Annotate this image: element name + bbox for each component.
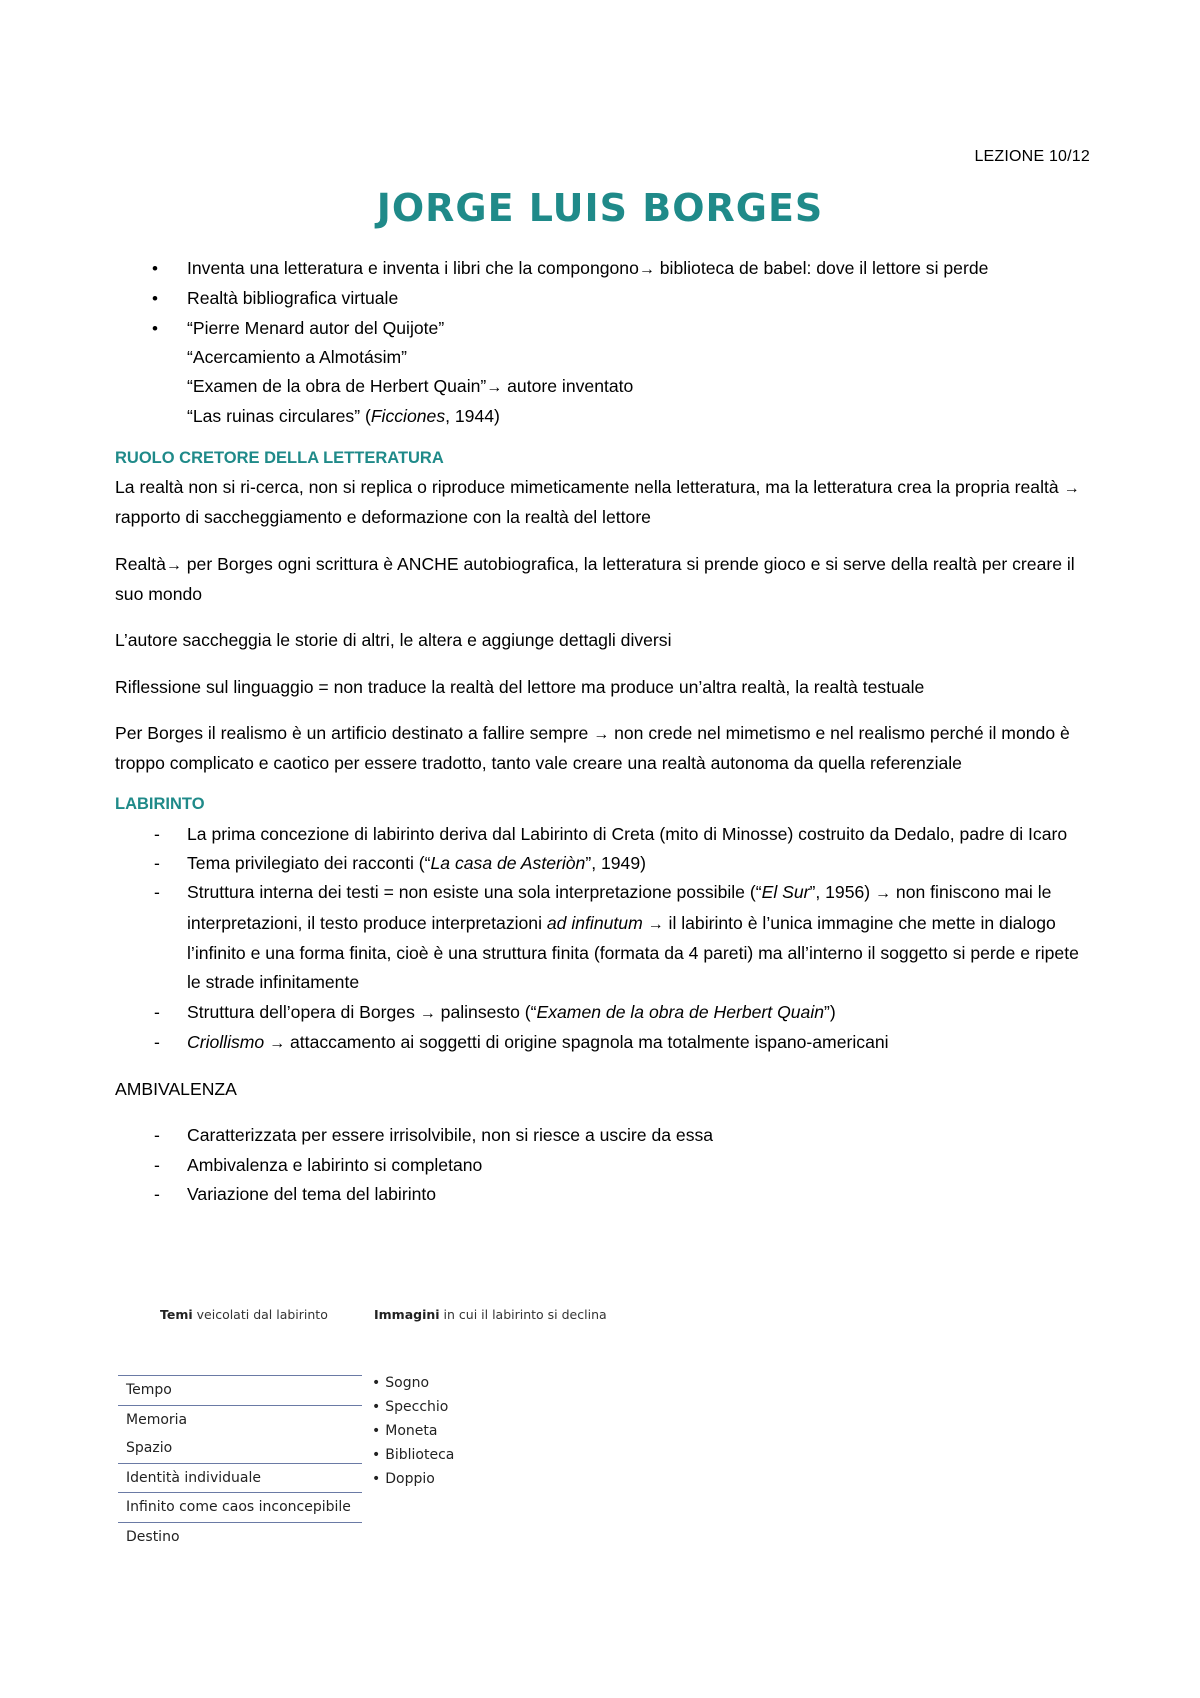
theme-item: Identità individuale bbox=[118, 1464, 362, 1494]
work-title: “Las ruinas circulares” (Ficciones, 1944) bbox=[187, 406, 500, 427]
list-item: - Criollismo → attaccamento ai soggetti di origine spagnola ma totalmente ispano-americani bbox=[187, 1028, 1095, 1058]
image-item: • Sogno bbox=[372, 1371, 454, 1395]
work-title: “Examen de la obra de Herbert Quain”→ autore inventato bbox=[187, 376, 634, 397]
theme-item: Tempo bbox=[118, 1375, 362, 1406]
arrow-icon: → bbox=[486, 379, 503, 397]
images-list bbox=[372, 1371, 454, 1491]
arrow-icon: → bbox=[1063, 480, 1080, 498]
list-item: - La prima concezione di labirinto deriva dal Labirinto di Creta (mito di Minosse) costruito da Dedalo, padre di Icaro bbox=[187, 820, 1095, 849]
list-item: • Realtà bibliografica virtuale bbox=[187, 284, 1095, 313]
paragraph: Riflessione sul linguaggio = non traduce la realtà del lettore ma produce un’altra realtà, la realtà testuale bbox=[115, 676, 925, 697]
image-item: • Moneta bbox=[372, 1419, 454, 1443]
lesson-number: LEZIONE 10/12 bbox=[974, 148, 1090, 165]
arrow-icon: → bbox=[647, 915, 664, 933]
theme-item: Spazio bbox=[118, 1434, 362, 1464]
list-item: - Ambivalenza e labirinto si completano bbox=[187, 1151, 1095, 1180]
theme-item: Infinito come caos inconcepibile bbox=[118, 1493, 362, 1523]
arrow-icon: → bbox=[419, 1004, 436, 1022]
labirinto-list bbox=[115, 820, 1095, 1058]
paragraph: L’autore saccheggia le storie di altri, le altera e aggiunge dettagli diversi bbox=[115, 630, 672, 651]
list-item: - Struttura dell’opera di Borges → palinsesto (“Examen de la obra de Herbert Quain”) bbox=[187, 998, 1095, 1028]
list-item: - Struttura interna dei testi = non esiste una sola interpretazione possibile (“El Sur”, 1956) → non finiscono mai le interpretazioni, il testo produce interpretazioni ad infinutum → il labirinto è l’unica immagine che mette in dialogo l’infinito e una forma finita, cioè è una struttura finita (formata da 4 pareti) ma all’interno il soggetto si perde e ripete le strade infinitamente bbox=[187, 878, 1095, 997]
document-body bbox=[115, 254, 1095, 1209]
work-title: • “Pierre Menard autor del Quijote” bbox=[187, 317, 445, 338]
list-item: - Caratterizzata per essere irrisolvibile, non si riesce a uscire da essa bbox=[187, 1121, 1095, 1150]
intro-bullet-list bbox=[115, 254, 1095, 432]
ambivalenza-list bbox=[115, 1121, 1095, 1209]
arrow-icon: → bbox=[638, 261, 655, 278]
section-heading-labirinto: LABIRINTO bbox=[115, 795, 205, 814]
paragraph: Per Borges il realismo è un artificio destinato a fallire sempre → non crede nel mimetismo e nel realismo perché il mondo è troppo complicato e caotico per essere tradotto, tanto vale creare una realtà autonoma da quella referenziale bbox=[115, 722, 1070, 774]
list-item: - Variazione del tema del labirinto bbox=[187, 1180, 1095, 1209]
page-title: JORGE LUIS BORGES bbox=[376, 186, 824, 230]
images-header: Immagini in cui il labirinto si declina bbox=[374, 1307, 607, 1322]
image-item: • Doppio bbox=[372, 1467, 454, 1491]
theme-item: Destino bbox=[126, 1528, 180, 1545]
arrow-icon: → bbox=[875, 885, 892, 903]
image-item: • Specchio bbox=[372, 1395, 454, 1419]
section-heading-ambivalenza: AMBIVALENZA bbox=[115, 1079, 237, 1100]
arrow-icon: → bbox=[165, 556, 182, 574]
paragraph: La realtà non si ri-cerca, non si replica o riproduce mimeticamente nella letteratura, ma la letteratura crea la propria realtà → rapporto di saccheggiamento e deformazione con la realtà del lettore bbox=[115, 477, 1080, 528]
labyrinth-diagram bbox=[118, 1307, 618, 1567]
list-item: • Inventa una letteratura e inventa i libri che la compongono→ biblioteca de babel: dove il lettore si perde bbox=[187, 254, 1095, 284]
work-title: “Acercamiento a Almotásim” bbox=[187, 346, 407, 367]
image-item: • Biblioteca bbox=[372, 1443, 454, 1467]
themes-list bbox=[118, 1375, 362, 1551]
themes-header: Temi veicolati dal labirinto bbox=[160, 1307, 328, 1322]
paragraph: Realtà→ per Borges ogni scrittura è ANCHE autobiografica, la letteratura si prende gioco e si serve della realtà per creare il suo mondo bbox=[115, 553, 1075, 604]
list-item bbox=[187, 314, 1095, 432]
theme-item: Memoria bbox=[126, 1411, 188, 1428]
arrow-icon: → bbox=[269, 1034, 286, 1052]
list-item: - Tema privilegiato dei racconti (“La casa de Asteriòn”, 1949) bbox=[187, 849, 1095, 878]
section-heading-ruolo: RUOLO CRETORE DELLA LETTERATURA bbox=[115, 448, 444, 467]
arrow-icon: → bbox=[593, 725, 610, 743]
